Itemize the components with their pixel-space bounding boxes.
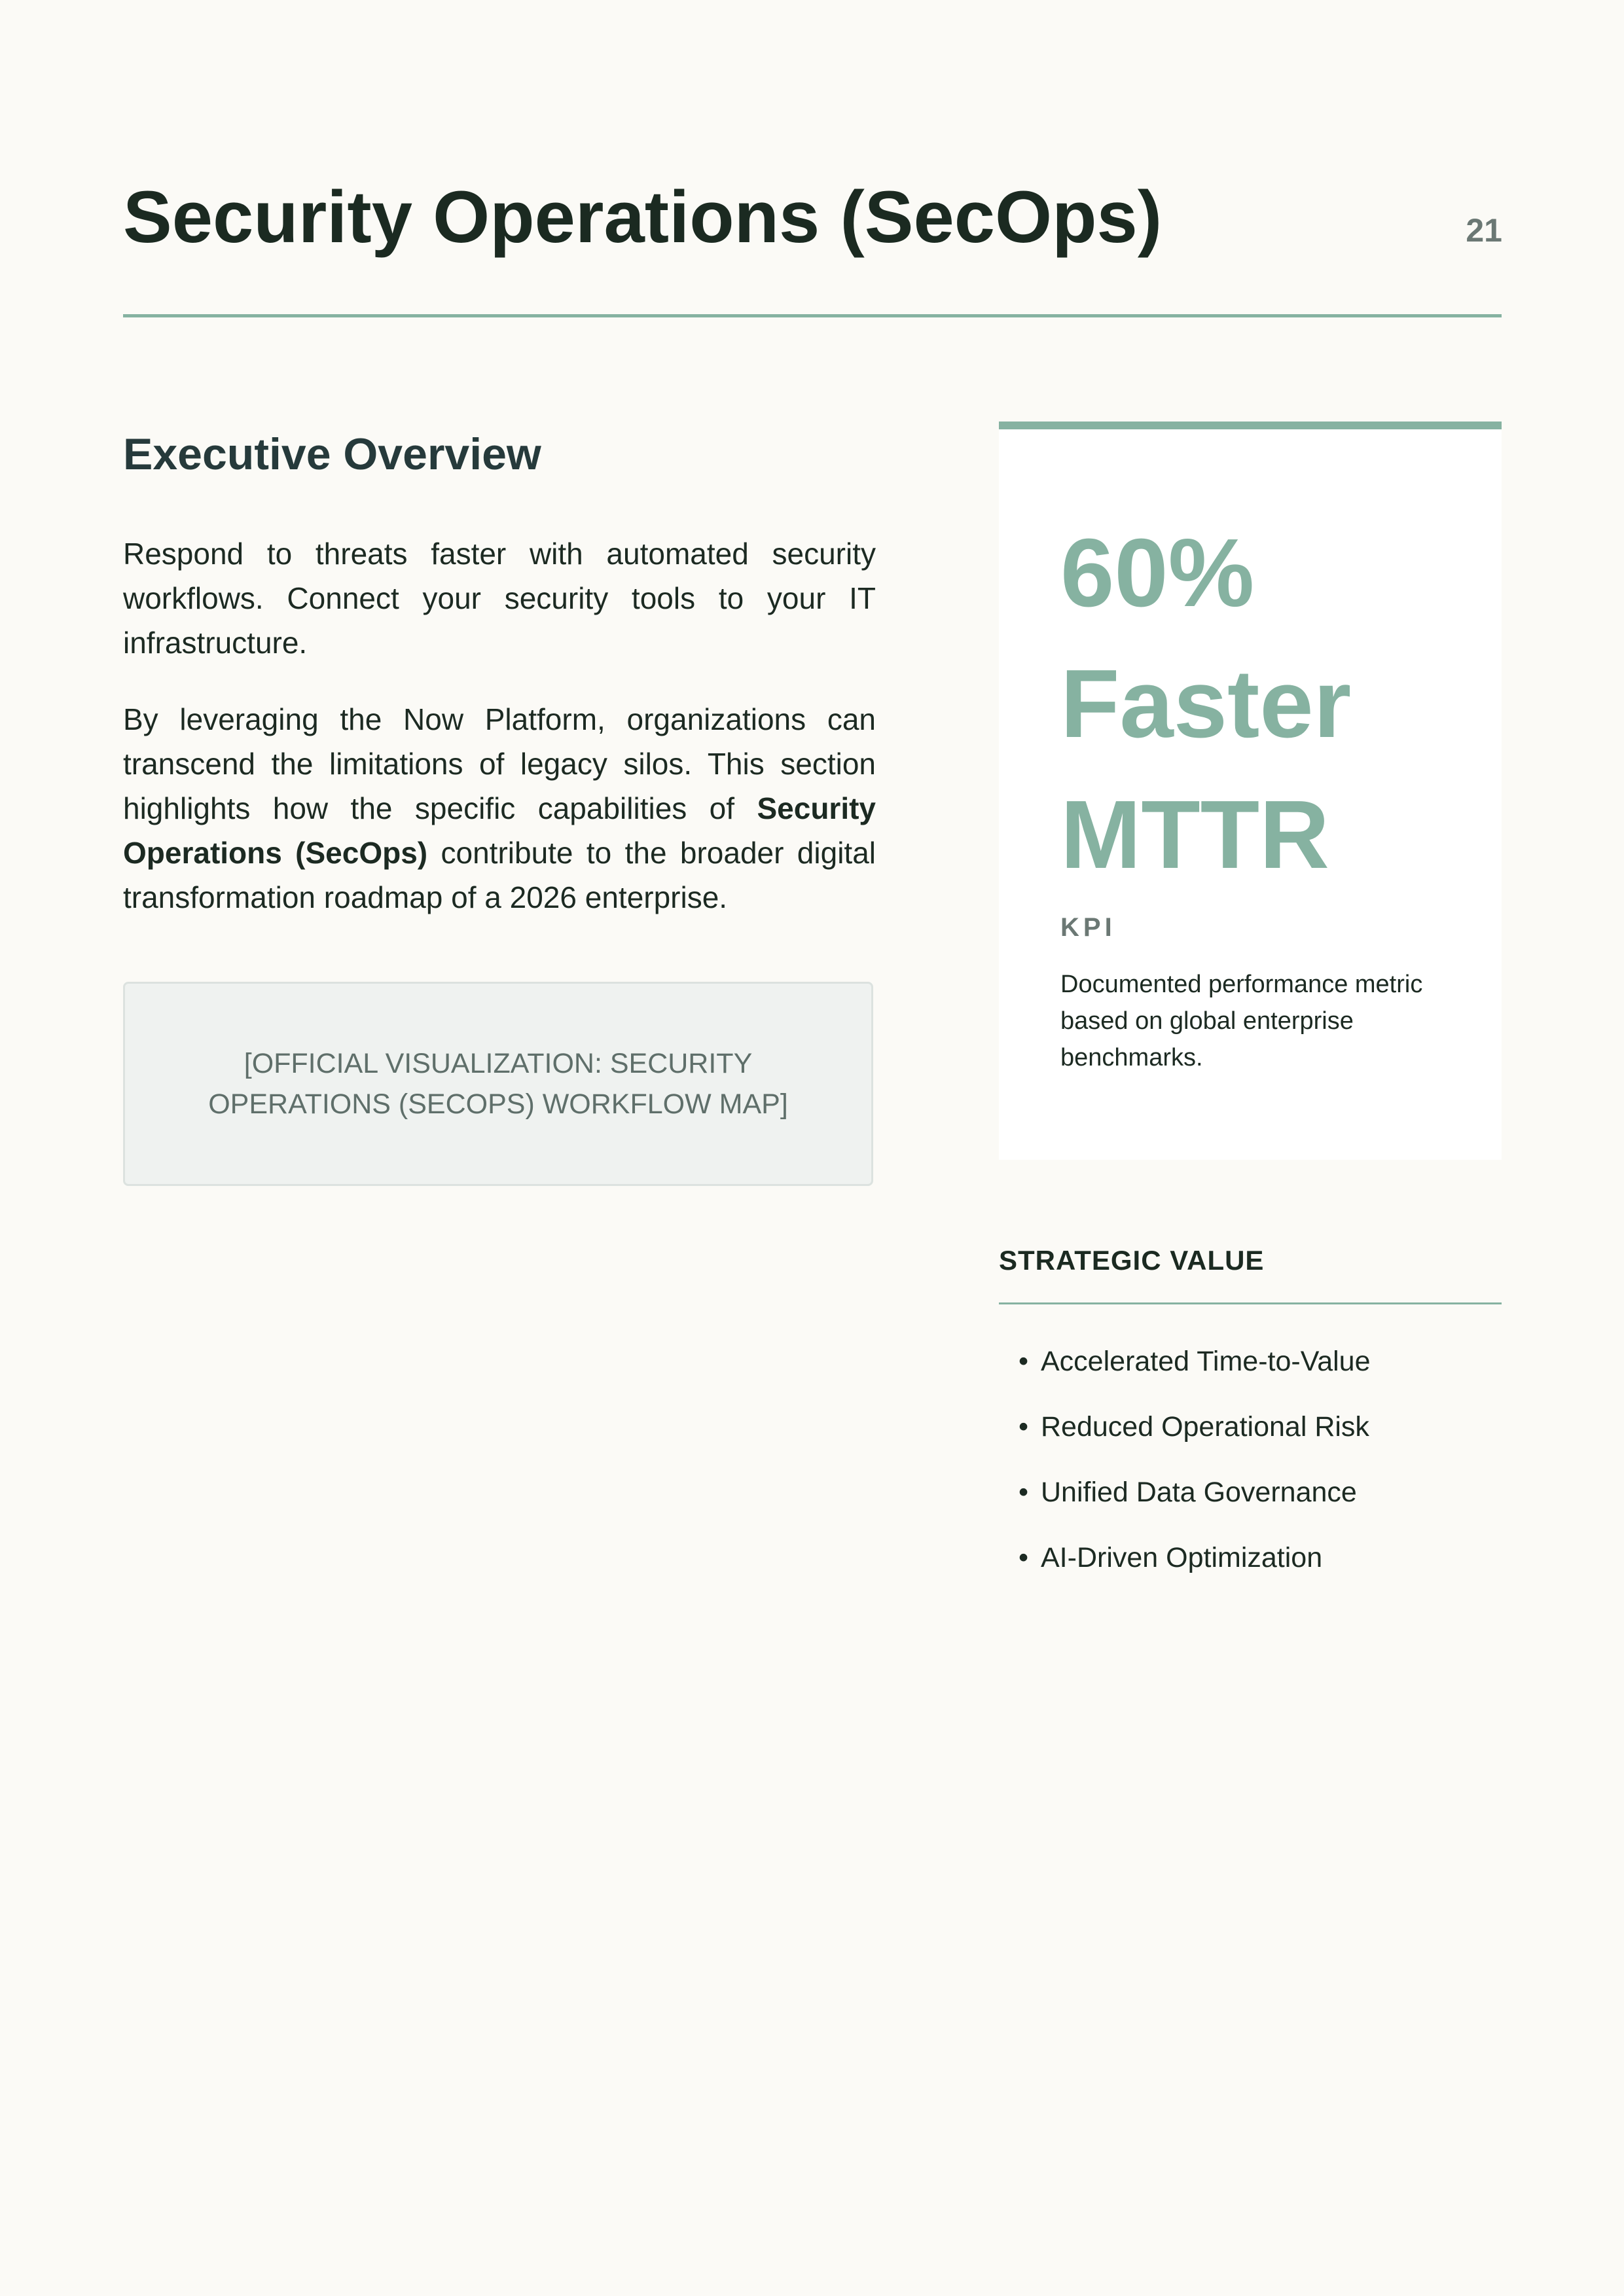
kpi-label: KPI: [1060, 913, 1116, 942]
list-item: [1019, 1538, 1371, 1577]
title-divider: [123, 314, 1502, 317]
list-item-label: Accelerated Time-to-Value: [1041, 1346, 1371, 1377]
list-item-label: Reduced Operational Risk: [1041, 1411, 1369, 1443]
overview-paragraph-1: Respond to threats faster with automated security workflows. Connect your security tools to your IT infrastructure.: [123, 537, 876, 660]
page-number: 21: [1466, 212, 1502, 249]
paragraph-2-text-after: contribute to the broader digital transformation roadmap of a 2026 enterprise.: [123, 836, 876, 914]
paragraph-2-text-before: By leveraging the Now Platform, organizations can transcend the limitations of legacy silos. This section highlights how the specific capabilities of: [123, 702, 876, 825]
bullet-icon: •: [1019, 1477, 1029, 1508]
overview-paragraph-2: [123, 697, 876, 920]
bullet-icon: •: [1019, 1411, 1029, 1443]
kpi-value: 60% Faster MTTR: [1060, 519, 1352, 889]
list-item: [1019, 1342, 1371, 1381]
list-item-label: AI-Driven Optimization: [1041, 1542, 1323, 1573]
list-item: [1019, 1473, 1371, 1512]
visualization-placeholder-text: [OFFICIAL VISUALIZATION: SECURITY OPERATIONS (SECOPS) WORKFLOW MAP]: [208, 1048, 788, 1120]
list-item-label: Unified Data Governance: [1041, 1477, 1357, 1508]
kpi-card: [999, 422, 1502, 1160]
page-title: Security Operations (SecOps): [123, 176, 1163, 258]
paragraph-2-bold-product-name: Security Operations (SecOps): [123, 791, 876, 870]
kpi-description: Documented performance metric based on global enterprise benchmarks.: [1060, 971, 1423, 1071]
bullet-icon: •: [1019, 1346, 1029, 1377]
strategic-value-list: [1019, 1342, 1371, 1604]
visualization-placeholder: [123, 982, 873, 1186]
section-heading-executive-overview: Executive Overview: [123, 429, 541, 479]
list-item: [1019, 1407, 1371, 1446]
strategic-value-heading: STRATEGIC VALUE: [999, 1245, 1265, 1276]
strategic-value-divider: [999, 1302, 1502, 1304]
bullet-icon: •: [1019, 1542, 1029, 1573]
